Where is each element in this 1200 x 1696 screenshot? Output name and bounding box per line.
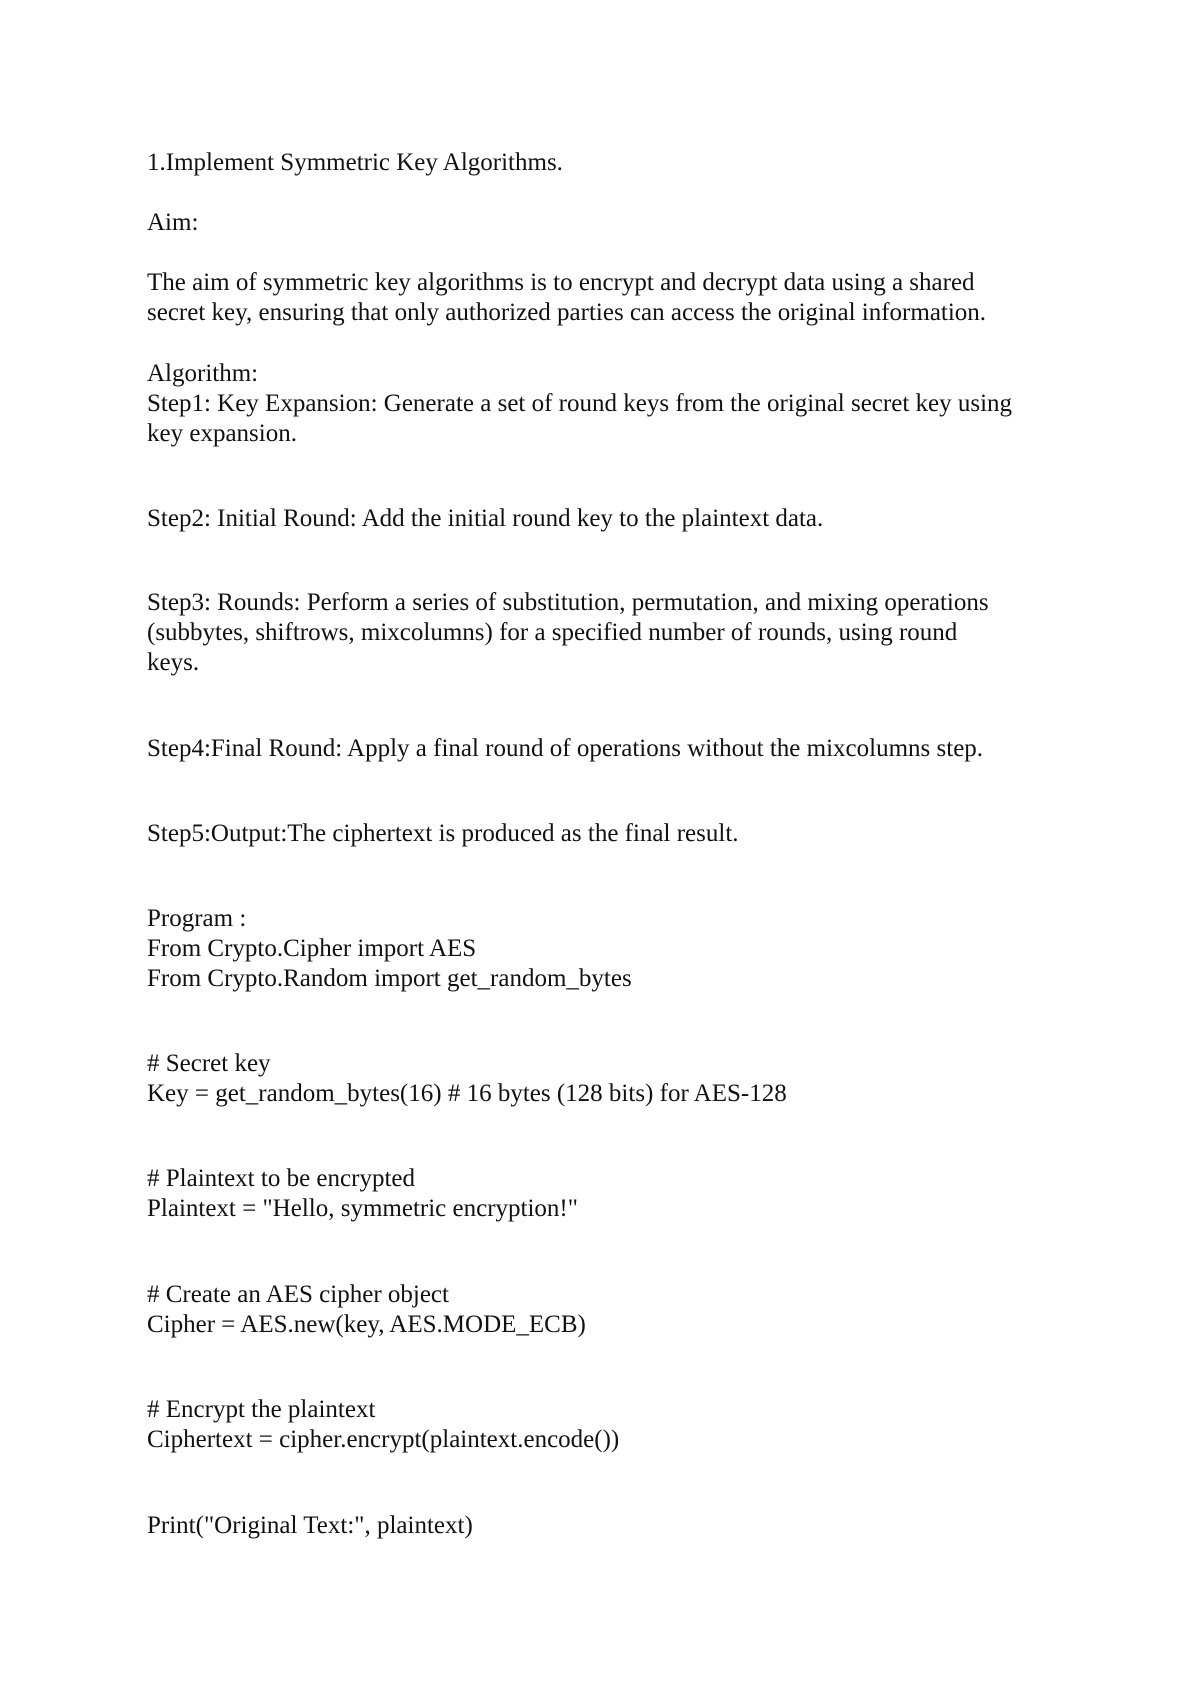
code-line: Key = get_random_bytes(16) # 16 bytes (128 bits) for AES-128 bbox=[147, 1080, 787, 1107]
step2-line: Step2: Initial Round: Add the initial round key to the plaintext data. bbox=[147, 505, 824, 532]
step3-line: Step3: Rounds: Perform a series of substitution, permutation, and mixing operations bbox=[147, 589, 989, 616]
code-comment: # Create an AES cipher object bbox=[147, 1281, 449, 1308]
aim-text-line: The aim of symmetric key algorithms is to encrypt and decrypt data using a shared bbox=[147, 269, 975, 296]
aim-text-line: secret key, ensuring that only authorized parties can access the original information. bbox=[147, 299, 987, 326]
step1-line: Step1: Key Expansion: Generate a set of round keys from the original secret key using bbox=[147, 390, 1013, 417]
step3-line: (subbytes, shiftrows, mixcolumns) for a specified number of rounds, using round bbox=[147, 619, 958, 646]
code-comment: # Plaintext to be encrypted bbox=[147, 1165, 415, 1192]
code-line: Plaintext = "Hello, symmetric encryption!" bbox=[147, 1195, 578, 1222]
code-line: Cipher = AES.new(key, AES.MODE_ECB) bbox=[147, 1311, 586, 1338]
code-line: Ciphertext = cipher.encrypt(plaintext.encode()) bbox=[147, 1426, 620, 1453]
step3-line: keys. bbox=[147, 649, 200, 676]
step1-line: key expansion. bbox=[147, 420, 297, 447]
code-line: From Crypto.Random import get_random_bytes bbox=[147, 965, 632, 992]
code-comment: # Encrypt the plaintext bbox=[147, 1396, 376, 1423]
code-comment: # Secret key bbox=[147, 1050, 271, 1077]
code-line: From Crypto.Cipher import AES bbox=[147, 935, 477, 962]
aim-label: Aim: bbox=[147, 209, 199, 236]
program-label: Program : bbox=[147, 905, 247, 932]
code-line: Print("Original Text:", plaintext) bbox=[147, 1512, 473, 1539]
algorithm-label: Algorithm: bbox=[147, 360, 259, 387]
document-heading: 1.Implement Symmetric Key Algorithms. bbox=[147, 149, 563, 176]
step5-line: Step5:Output:The ciphertext is produced as the final result. bbox=[147, 820, 739, 847]
step4-line: Step4:Final Round: Apply a final round of operations without the mixcolumns step. bbox=[147, 735, 984, 762]
